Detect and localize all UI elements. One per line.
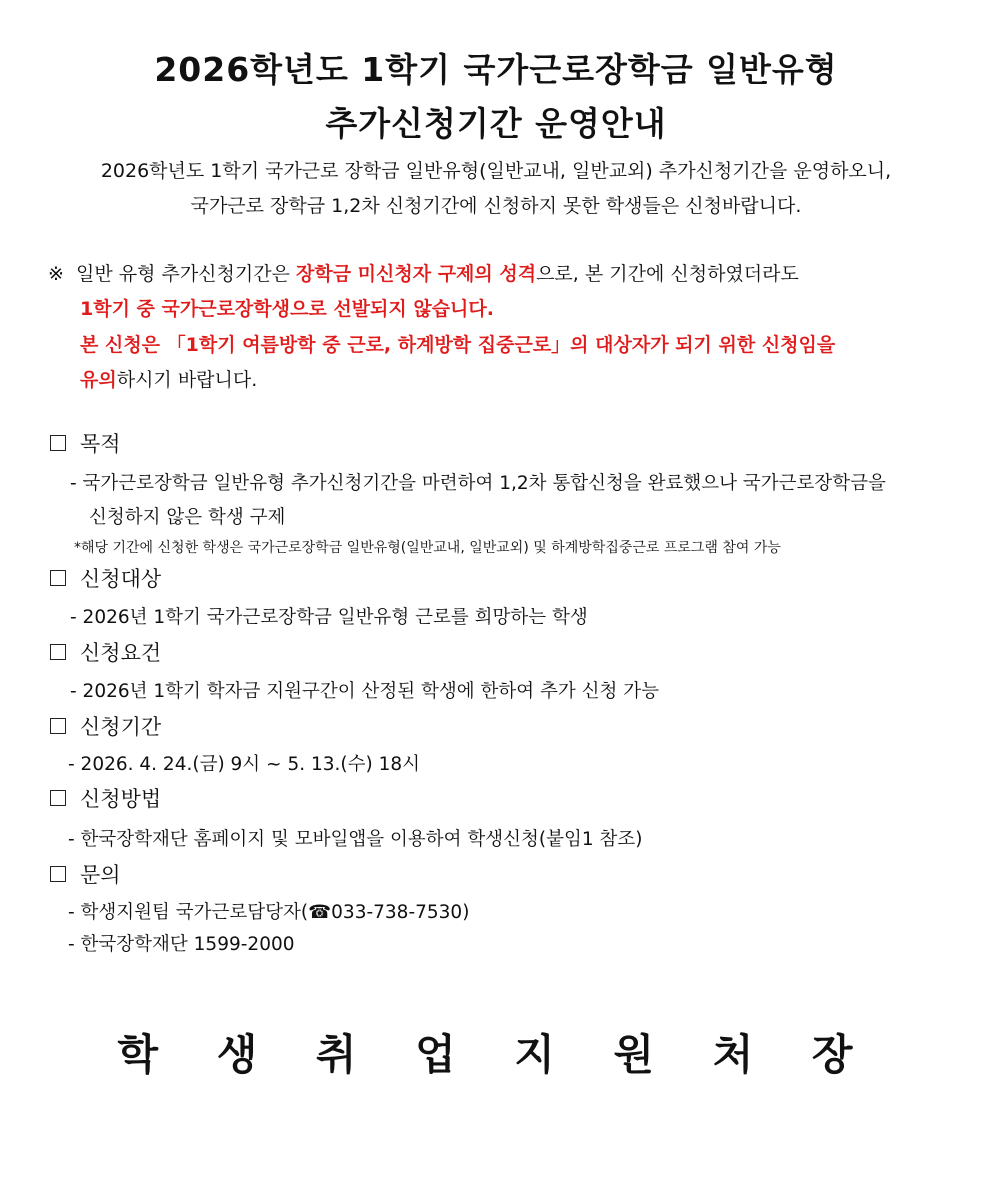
- section-target-title: 신청대상: [80, 567, 162, 591]
- notice-line1-highlight: 장학금 미신청자 구제의 성격: [295, 263, 537, 285]
- section-purpose-heading: [50, 428, 121, 458]
- method-item: - 한국장학재단 홈페이지 및 모바일앱을 이용하여 학생신청(붙임1 참조): [68, 829, 643, 850]
- notice-line4-text: 하시기 바랍니다.: [116, 369, 258, 391]
- notice-line4: [80, 365, 257, 392]
- purpose-item-line1: - 국가근로장학금 일반유형 추가신청기간을 마련하여 1,2차 통합신청을 완료했으나 국가근로장학금을: [70, 473, 886, 494]
- purpose-item-line2: 신청하지 않은 학생 구제: [89, 507, 286, 528]
- document-title-line1: 2026학년도 1학기 국가근로장학금 일반유형: [154, 50, 838, 89]
- notice-line3: 본 신청은 「1학기 여름방학 중 근로, 하계방학 집중근로」의 대상자가 되기 위한 신청임을: [80, 334, 836, 356]
- notice-line1: [48, 259, 799, 286]
- issuer-signature: 학 생 취 업 지 원 처 장: [117, 1030, 875, 1079]
- section-contact-heading: [50, 859, 121, 889]
- section-requirement-heading: [50, 637, 161, 667]
- contact-item-1: - 학생지원팀 국가근로담당자(☎033-738-7530): [68, 902, 470, 923]
- notice-line1-text-b: 으로, 본 기간에 신청하였더라도: [536, 263, 799, 285]
- intro-line2: 국가근로 장학금 1,2차 신청기간에 신청하지 못한 학생들은 신청바랍니다.: [190, 195, 802, 217]
- purpose-footnote: *해당 기간에 신청한 학생은 국가근로장학금 일반유형(일반교내, 일반교외) 및 하계방학집중근로 프로그램 참여 가능: [74, 540, 781, 556]
- contact-item-2: - 한국장학재단 1599-2000: [68, 934, 295, 955]
- section-method-heading: [50, 783, 161, 813]
- notice-line2: 1학기 중 국가근로장학생으로 선발되지 않습니다.: [80, 298, 494, 320]
- notice-line4-highlight: 유의: [80, 369, 117, 391]
- section-purpose-title: 목적: [80, 432, 121, 456]
- document-title-line2: 추가신청기간 운영안내: [325, 104, 667, 143]
- period-item: - 2026. 4. 24.(금) 9시 ~ 5. 13.(수) 18시: [68, 754, 420, 775]
- section-method-title: 신청방법: [80, 787, 162, 811]
- section-requirement-title: 신청요건: [80, 641, 162, 665]
- checkbox-square-icon: [50, 866, 66, 882]
- section-target-heading: [50, 563, 161, 593]
- section-period-heading: [50, 711, 161, 741]
- checkbox-square-icon: [50, 790, 66, 806]
- checkbox-square-icon: [50, 718, 66, 734]
- checkbox-square-icon: [50, 435, 66, 451]
- checkbox-square-icon: [50, 644, 66, 660]
- section-period-title: 신청기간: [80, 715, 162, 739]
- checkbox-square-icon: [50, 570, 66, 586]
- section-contact-title: 문의: [80, 863, 121, 887]
- intro-line1: 2026학년도 1학기 국가근로 장학금 일반유형(일반교내, 일반교외) 추가신청기간을 운영하오니,: [100, 160, 892, 182]
- notice-line1-text-a: 일반 유형 추가신청기간은: [75, 263, 296, 285]
- notice-mark: ※: [48, 263, 64, 285]
- target-item: - 2026년 1학기 국가근로장학금 일반유형 근로를 희망하는 학생: [70, 607, 588, 628]
- requirement-item: - 2026년 1학기 학자금 지원구간이 산정된 학생에 한하여 추가 신청 가능: [70, 681, 659, 702]
